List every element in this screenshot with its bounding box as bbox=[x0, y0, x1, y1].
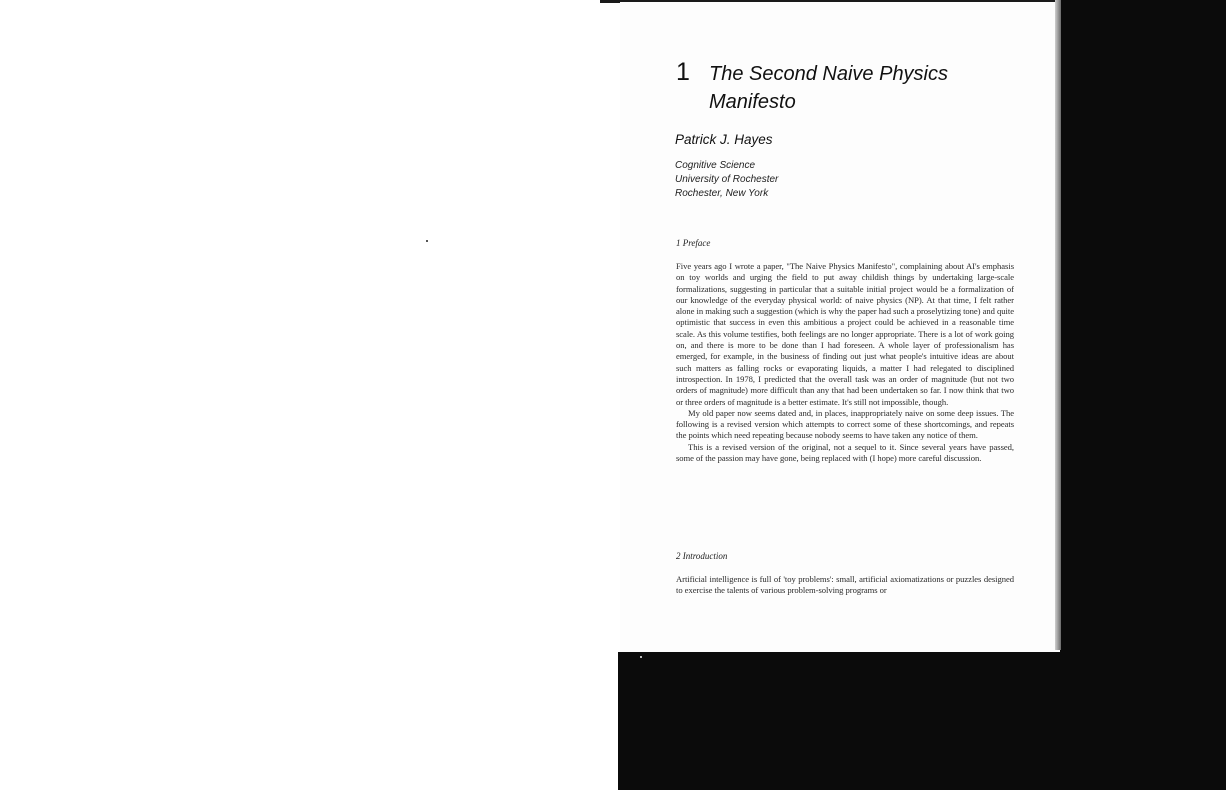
page-edge-shadow bbox=[1055, 0, 1061, 650]
affiliation-line: Cognitive Science bbox=[675, 160, 756, 171]
paragraph: Artificial intelligence is full of 'toy problems': small, artificial axiomatizations or puzzles designed to exercise the talents of various problem-solving programs or bbox=[676, 574, 1014, 596]
scan-speck bbox=[640, 656, 642, 658]
scan-speck bbox=[426, 240, 428, 242]
paragraph: Five years ago I wrote a paper, "The Naive Physics Manifesto", complaining about AI's emphasis on toy worlds and urging the field to put away childish things by undertaking large-scale formalizations, suggesting in particular that a suitable initial project would be a formalization of our knowledge of the everyday physical world: of naive physics (NP). At that time, I felt rather alone in making such a suggestion (which is why the paper had such a proselytizing tone) and quite optimistic that success in even this ambitious a project could be achieved in a reasonable time scale. As this volume testifies, both feelings are no longer appropriate. There is a lot of work going on, and there is more to be done than I had foreseen. A whole layer of professionalism has emerged, for example, in the business of finding out just what people's intuitive ideas are about such matters as falling rocks or evaporating liquids, a matter I had relegated to disciplined introspection. In 1978, I predicted that the overall task was an order of magnitude (but not two orders of magnitude) more difficult than any that had been undertaken so far. I now think that two or three orders of magnitude is a better estimate. It's still not impossible, though. bbox=[676, 261, 1014, 407]
preface-body bbox=[676, 261, 1014, 464]
affiliation-line: Rochester, New York bbox=[675, 188, 769, 199]
introduction-body bbox=[676, 574, 1014, 597]
affiliation-line: University of Rochester bbox=[675, 174, 779, 185]
paragraph: My old paper now seems dated and, in places, inappropriately naive on some deep issues. The following is a revised version which attempts to correct some of these shortcomings, and repeats the points which need repeating because nobody seems to have taken any notice of them. bbox=[676, 407, 1014, 441]
author-name: Patrick J. Hayes bbox=[675, 132, 773, 147]
section-heading-preface: 1 Preface bbox=[676, 238, 711, 248]
paragraph: This is a revised version of the original, not a sequel to it. Since several years have passed, some of the passion may have gone, being replaced with (I hope) more careful discussion. bbox=[676, 441, 1014, 464]
section-heading-introduction: 2 Introduction bbox=[676, 551, 728, 561]
chapter-number: 1 bbox=[676, 58, 690, 86]
author-affiliation bbox=[675, 159, 778, 201]
chapter-title: The Second Naive Physics Manifesto bbox=[709, 63, 949, 113]
scan-dark-margin-bottom bbox=[618, 652, 1226, 790]
